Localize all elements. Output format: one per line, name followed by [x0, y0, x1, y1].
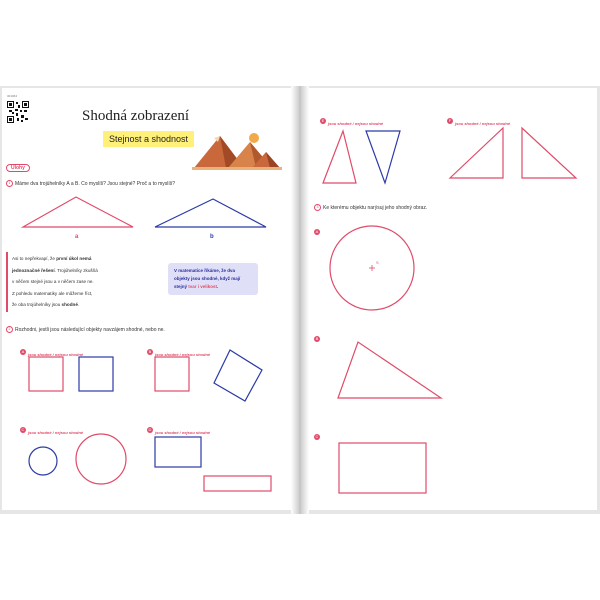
- center-point-icon: [369, 265, 375, 271]
- explanation-text: Asi to nepřekvapí, že první úkol nemá jednoznačné řešení. Trojúhelníky zkušňá v něčem stejné jsou a v něčem zase ne. Z pohledu matematiky ale můžeme říct, že oba trojúhelníky jsou shodné.: [12, 256, 98, 307]
- triangle-3b: [338, 342, 441, 398]
- task-3b-label: B: [315, 335, 319, 341]
- task-3a-label: A: [315, 228, 319, 234]
- choice-e[interactable]: jsou shodné / nejsou shodné: [328, 121, 384, 126]
- task-number: 1: [6, 180, 13, 187]
- task-2a-label: Ajsou shodné / nejsou shodné: [21, 348, 84, 357]
- rectangle-3c: [339, 443, 426, 493]
- choice-b[interactable]: jsou shodné / nejsou shodné: [155, 352, 211, 357]
- triangle-f2: [522, 128, 576, 178]
- task-2c-label: Cjsou shodné / nejsou shodné: [21, 426, 84, 435]
- label-a: a: [75, 234, 79, 240]
- definition-note: V matematice říkáme, že dva objekty jsou shodné, když mají stejný tvar i velikost.: [168, 263, 258, 295]
- task-text: Rozhodni, jestli jsou následující objekty navzájem shodné, nebo ne.: [15, 326, 165, 333]
- page-subtitle: Stejnost a shodnost: [103, 131, 194, 147]
- page-title: Shodná zobrazení: [82, 108, 190, 124]
- task-text: Máme dva trojúhelníky A a B. Co myslíš? Jsou stejné? Proč a to myslíš?: [15, 180, 176, 187]
- task-number: 2: [6, 326, 13, 333]
- label-b: b: [210, 234, 214, 240]
- choice-a[interactable]: jsou shodné / nejsou shodné: [28, 352, 84, 357]
- task-text: Ke kterému objektu narýsuj jeho shodný obraz.: [323, 204, 428, 211]
- task-e-label: Ejsou shodné / nejsou shodné: [321, 117, 384, 126]
- task-2b-label: Bjsou shodné / nejsou shodné: [148, 348, 211, 357]
- task-f-label: Fjsou shodné / nejsou shodné: [448, 117, 511, 126]
- choice-c[interactable]: jsou shodné / nejsou shodné: [28, 430, 84, 435]
- section-label: Úlohy: [6, 164, 30, 172]
- task-2d-label: Djsou shodné / nejsou shodné: [148, 426, 211, 435]
- triangle-f1: [450, 128, 503, 178]
- task-number: 3: [314, 204, 321, 211]
- page-code: 301064: [7, 94, 18, 98]
- task-3c-label: C: [315, 433, 319, 439]
- center-label: S: [376, 260, 379, 265]
- triangle-e2: [366, 131, 400, 183]
- triangle-e1: [323, 131, 356, 183]
- choice-f[interactable]: jsou shodné / nejsou shodné: [455, 121, 511, 126]
- choice-d[interactable]: jsou shodné / nejsou shodné: [155, 430, 211, 435]
